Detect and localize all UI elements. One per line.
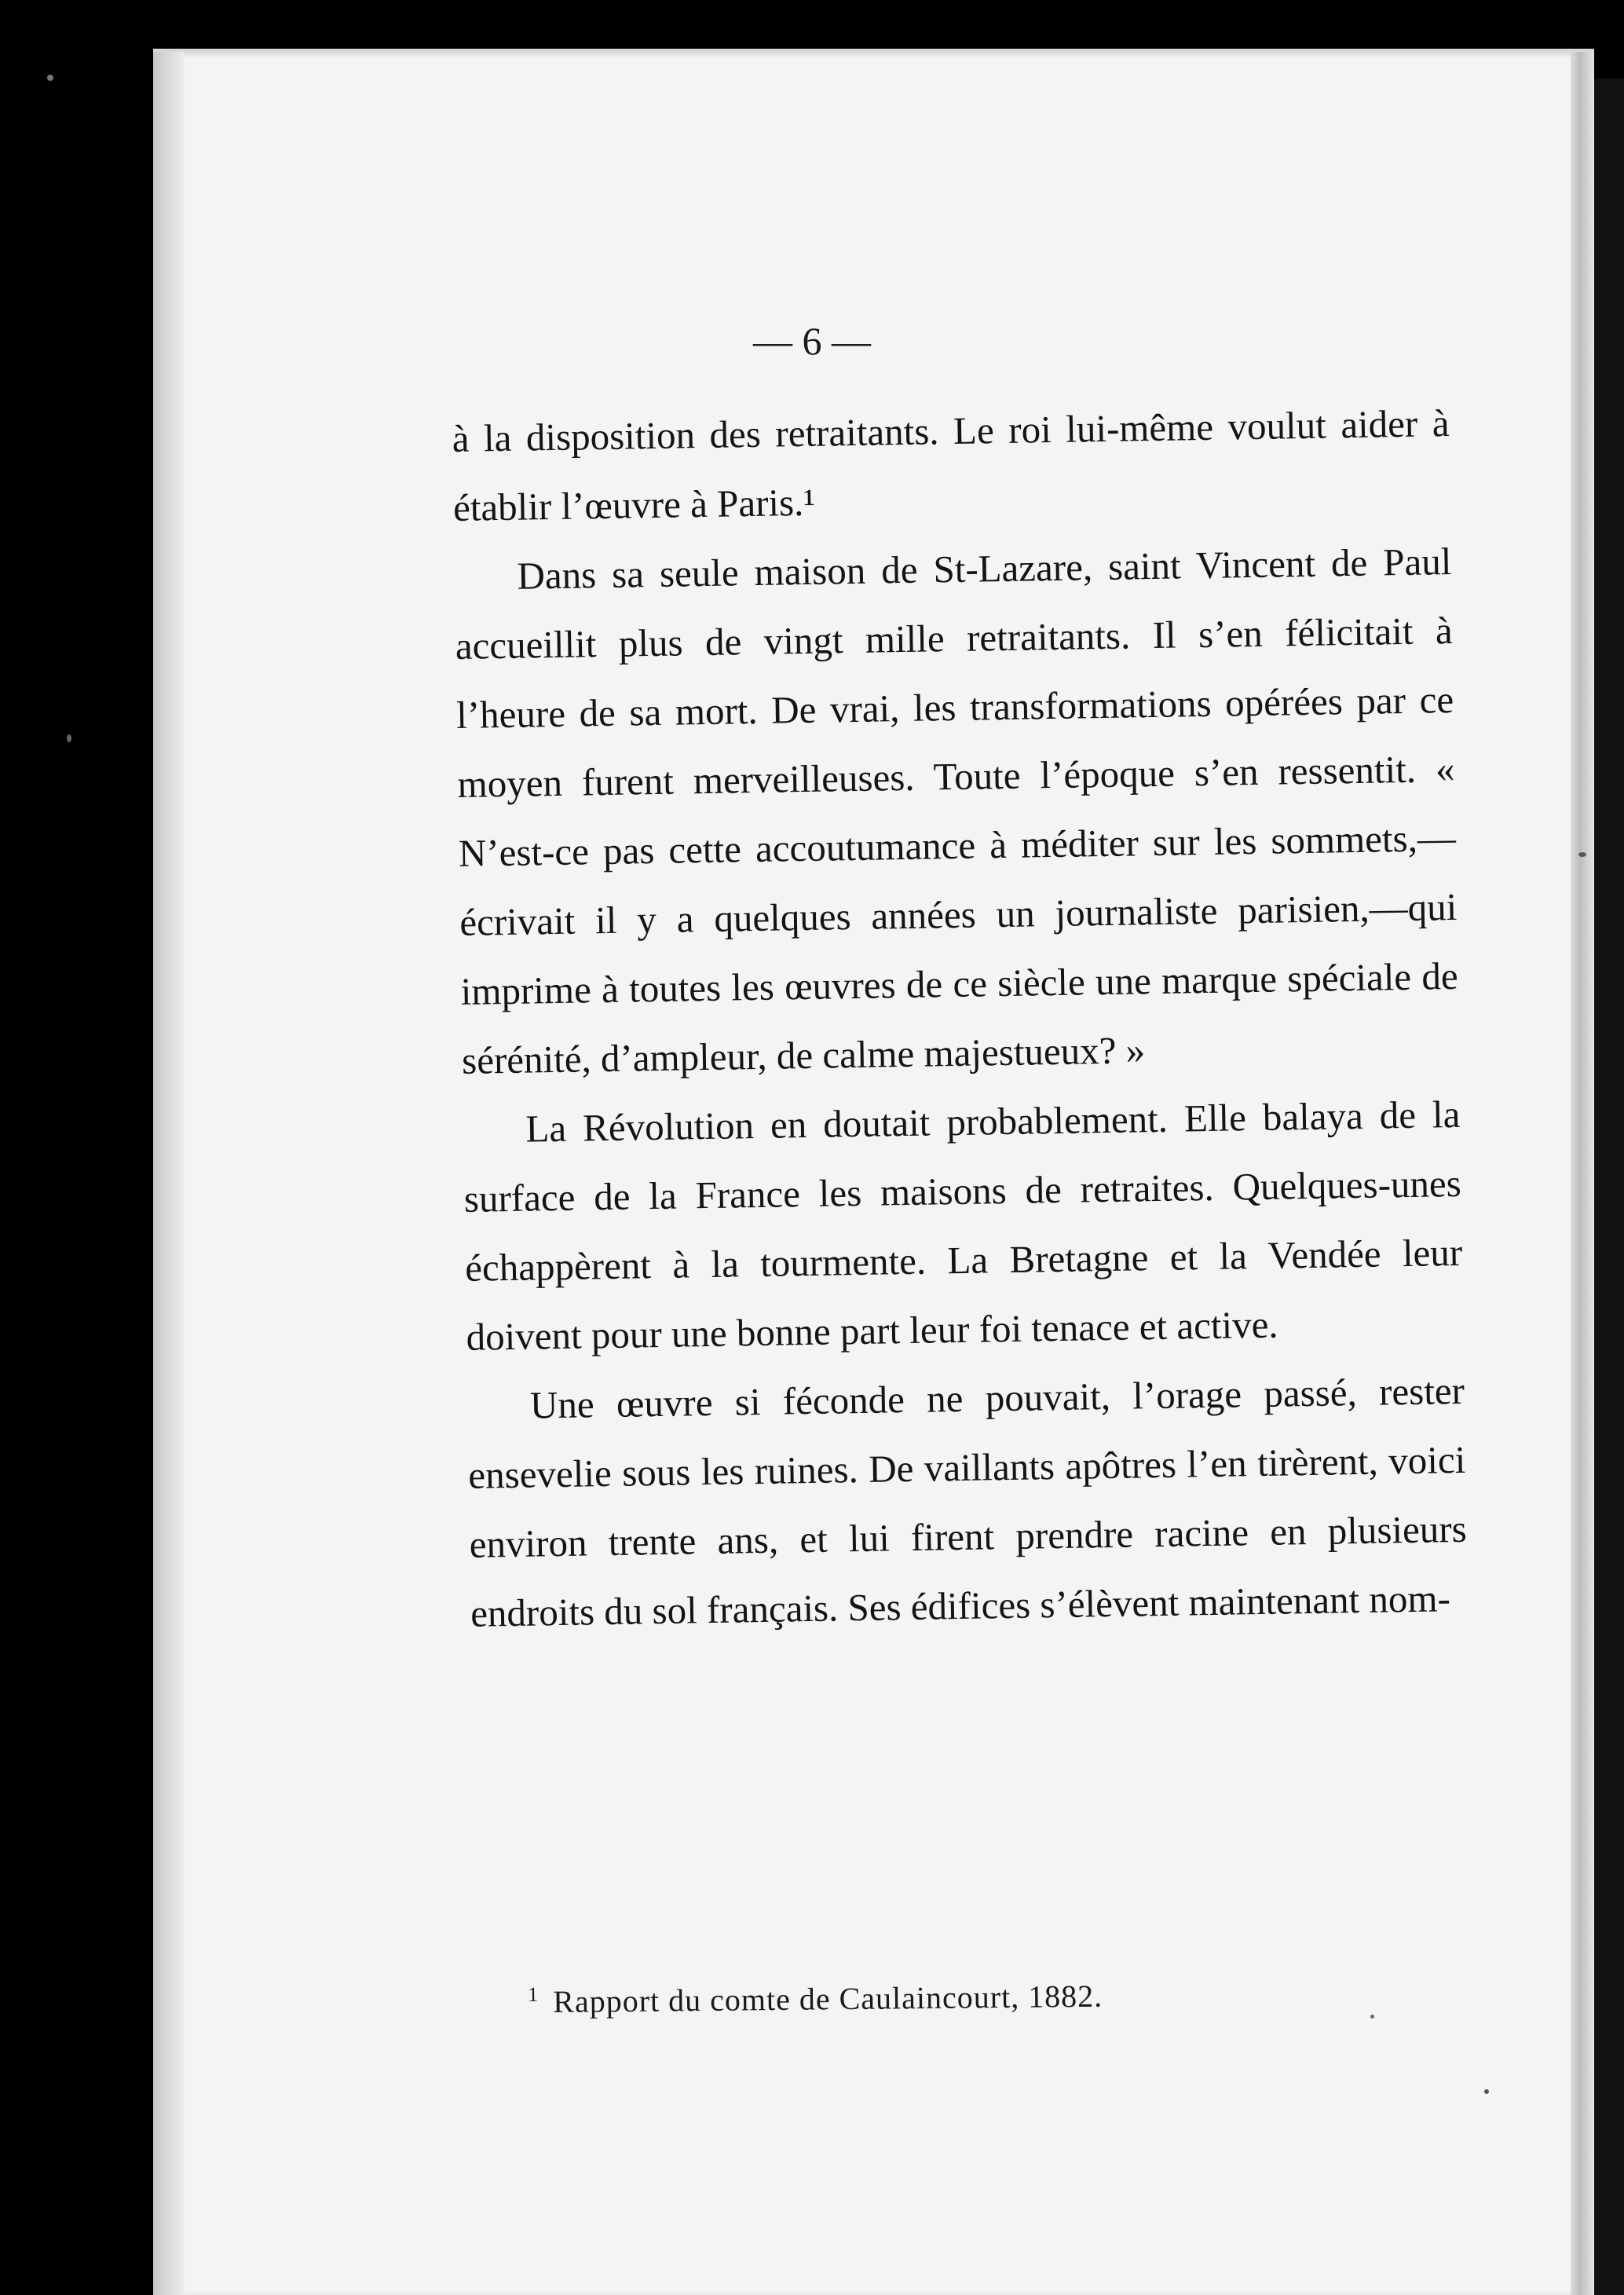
scan-speck bbox=[1484, 2089, 1489, 2094]
scan-speck bbox=[1578, 852, 1586, 857]
page-right-edge bbox=[1571, 52, 1594, 2295]
paragraph: La Révolution en doutait probablement. Elle balaya de la surface de la France les maisons de retraites. Quelques-unes échappèrent à la tourmente. La Bretagne et la Vendée leur doivent pour une bonne part leur foi tenace et active. bbox=[463, 1092, 1463, 1359]
scan-speck bbox=[67, 734, 71, 742]
page-number: — 6 — bbox=[753, 319, 871, 363]
paragraph: Une œuvre si féconde ne pouvait, l’orage passé, rester ensevelie sous les ruines. De vaillants apôtres l’en tirèrent, voici environ trente ans, et lui firent prendre racine en plusieurs endroits du sol français. Ses édifices s’élèvent maintenant nom- bbox=[467, 1368, 1468, 1635]
page-left-edge bbox=[153, 52, 185, 2295]
paragraph: Dans sa seule maison de St-Lazare, saint Vincent de Paul accueillit plus de vingt mille retraitants. Il s’en félicitait à l’heure de sa mort. De vrai, les transformations opérées par ce moyen furent merveilleuses. Toute l’époque s’en ressentit. « N’est-ce pas cette accoutumance à méditer sur les sommets,—écrivait il y a quelques années un journaliste parisien,—qui imprime à toutes les œuvres de ce siècle une marque spéciale de sérénité, d’ampleur, de calme majestueux? » bbox=[455, 540, 1459, 1082]
scan-speck bbox=[1370, 2015, 1374, 2019]
body-text bbox=[452, 389, 1469, 1649]
footnote bbox=[528, 1977, 1103, 2020]
paragraph: à la disposition des retraitants. Le roi lui-même voulut aider à établir l’œuvre à Paris.¹ bbox=[452, 401, 1450, 529]
footnote-marker: 1 bbox=[528, 1982, 540, 2006]
footnote-text: Rapport du comte de Caulaincourt, 1882. bbox=[553, 1978, 1103, 2019]
binding-shadow bbox=[1594, 79, 1624, 2295]
scan-speck bbox=[47, 75, 53, 81]
